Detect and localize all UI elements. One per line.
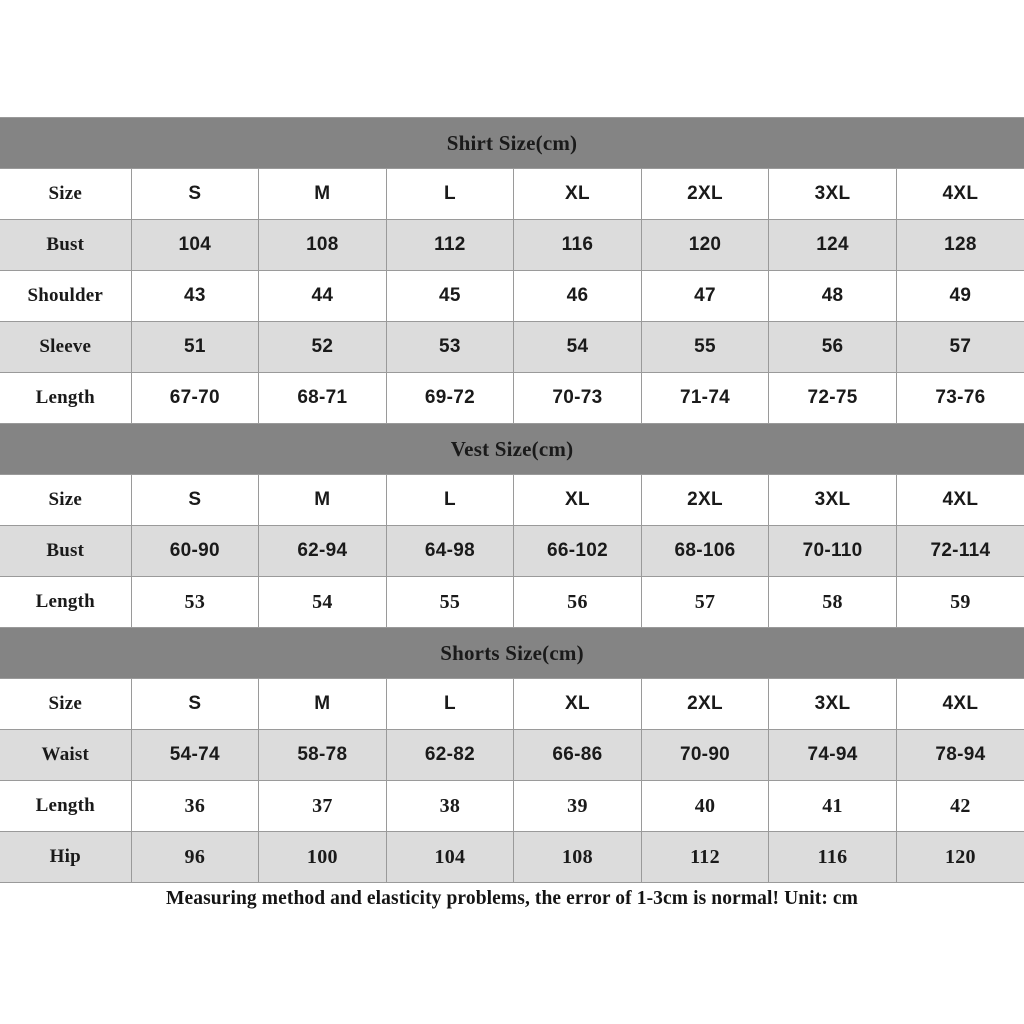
size-header-cell: 3XL (769, 169, 897, 220)
size-header-label: Size (0, 475, 131, 526)
measurement-value: 36 (131, 781, 259, 832)
measurement-value: 57 (896, 322, 1024, 373)
size-header-cell: S (131, 169, 259, 220)
size-header-cell: M (259, 679, 387, 730)
measurement-value: 73-76 (896, 373, 1024, 424)
size-chart-tables (0, 117, 1024, 883)
size-header-cell: XL (514, 679, 642, 730)
size-header-row (0, 169, 1024, 220)
measurement-value: 74-94 (769, 730, 897, 781)
measurement-value: 43 (131, 271, 259, 322)
measurement-value: 48 (769, 271, 897, 322)
size-header-row (0, 679, 1024, 730)
measurement-value: 37 (259, 781, 387, 832)
measurement-value: 96 (131, 832, 259, 883)
size-header-label: Size (0, 679, 131, 730)
size-header-cell: 3XL (769, 475, 897, 526)
measurement-value: 128 (896, 220, 1024, 271)
size-header-cell: 4XL (896, 679, 1024, 730)
measurement-value: 55 (641, 322, 769, 373)
measurement-value: 104 (386, 832, 514, 883)
table-row (0, 373, 1024, 424)
measurement-label: Length (0, 577, 131, 628)
size-header-cell: M (259, 169, 387, 220)
measurement-label: Bust (0, 220, 131, 271)
measurement-value: 42 (896, 781, 1024, 832)
measurement-value: 41 (769, 781, 897, 832)
measurement-value: 52 (259, 322, 387, 373)
measurement-value: 78-94 (896, 730, 1024, 781)
measurement-label: Sleeve (0, 322, 131, 373)
size-header-label: Size (0, 169, 131, 220)
table-row (0, 832, 1024, 883)
size-header-cell: 2XL (641, 475, 769, 526)
measurement-value: 66-86 (514, 730, 642, 781)
size-header-cell: M (259, 475, 387, 526)
measurement-value: 54 (514, 322, 642, 373)
table-row (0, 271, 1024, 322)
measurement-value: 67-70 (131, 373, 259, 424)
table-row (0, 577, 1024, 628)
measurement-value: 60-90 (131, 526, 259, 577)
measurement-value: 108 (259, 220, 387, 271)
measurement-value: 53 (386, 322, 514, 373)
measurement-value: 59 (896, 577, 1024, 628)
measurement-value: 112 (386, 220, 514, 271)
measurement-value: 45 (386, 271, 514, 322)
table-row (0, 220, 1024, 271)
table-row (0, 730, 1024, 781)
measurement-label: Bust (0, 526, 131, 577)
measurement-note: Measuring method and elasticity problems, the error of 1-3cm is normal! Unit: cm (165, 888, 859, 909)
measurement-value: 56 (769, 322, 897, 373)
size-header-cell: XL (514, 475, 642, 526)
size-header-cell: 2XL (641, 169, 769, 220)
measurement-label: Hip (0, 832, 131, 883)
size-chart-table-body (0, 118, 1024, 883)
measurement-value: 44 (259, 271, 387, 322)
measurement-value: 57 (641, 577, 769, 628)
measurement-value: 104 (131, 220, 259, 271)
size-header-cell: 4XL (896, 169, 1024, 220)
measurement-value: 56 (514, 577, 642, 628)
section-header-row (0, 424, 1024, 475)
measurement-label: Length (0, 373, 131, 424)
measurement-label: Waist (0, 730, 131, 781)
measurement-value: 72-75 (769, 373, 897, 424)
measurement-label: Shoulder (0, 271, 131, 322)
measurement-value: 46 (514, 271, 642, 322)
measurement-value: 68-71 (259, 373, 387, 424)
measurement-value: 70-73 (514, 373, 642, 424)
measurement-value: 54-74 (131, 730, 259, 781)
section-title: Shorts Size(cm) (0, 628, 1024, 679)
measurement-value: 72-114 (896, 526, 1024, 577)
size-header-cell: 2XL (641, 679, 769, 730)
measurement-value: 100 (259, 832, 387, 883)
measurement-value: 120 (896, 832, 1024, 883)
size-header-cell: L (386, 475, 514, 526)
measurement-value: 55 (386, 577, 514, 628)
measurement-label: Length (0, 781, 131, 832)
measurement-value: 70-90 (641, 730, 769, 781)
section-title: Vest Size(cm) (0, 424, 1024, 475)
measurement-value: 47 (641, 271, 769, 322)
table-row (0, 526, 1024, 577)
measurement-value: 58 (769, 577, 897, 628)
measurement-value: 124 (769, 220, 897, 271)
measurement-value: 39 (514, 781, 642, 832)
table-row (0, 781, 1024, 832)
measurement-value: 62-94 (259, 526, 387, 577)
size-chart-table (0, 117, 1024, 883)
size-header-cell: S (131, 679, 259, 730)
measurement-value: 62-82 (386, 730, 514, 781)
measurement-value: 64-98 (386, 526, 514, 577)
measurement-value: 58-78 (259, 730, 387, 781)
size-header-cell: 4XL (896, 475, 1024, 526)
measurement-value: 68-106 (641, 526, 769, 577)
section-header-row (0, 118, 1024, 169)
size-header-row (0, 475, 1024, 526)
measurement-value: 116 (769, 832, 897, 883)
measurement-value: 116 (514, 220, 642, 271)
measurement-value: 40 (641, 781, 769, 832)
section-title: Shirt Size(cm) (0, 118, 1024, 169)
measurement-value: 69-72 (386, 373, 514, 424)
measurement-value: 70-110 (769, 526, 897, 577)
measurement-value: 54 (259, 577, 387, 628)
measurement-value: 71-74 (641, 373, 769, 424)
measurement-value: 53 (131, 577, 259, 628)
measurement-value: 51 (131, 322, 259, 373)
size-header-cell: L (386, 679, 514, 730)
measurement-value: 120 (641, 220, 769, 271)
measurement-value: 66-102 (514, 526, 642, 577)
measurement-value: 49 (896, 271, 1024, 322)
size-header-cell: XL (514, 169, 642, 220)
section-header-row (0, 628, 1024, 679)
size-header-cell: S (131, 475, 259, 526)
measurement-value: 108 (514, 832, 642, 883)
measurement-value: 112 (641, 832, 769, 883)
measurement-value: 38 (386, 781, 514, 832)
size-header-cell: 3XL (769, 679, 897, 730)
table-row (0, 322, 1024, 373)
size-header-cell: L (386, 169, 514, 220)
